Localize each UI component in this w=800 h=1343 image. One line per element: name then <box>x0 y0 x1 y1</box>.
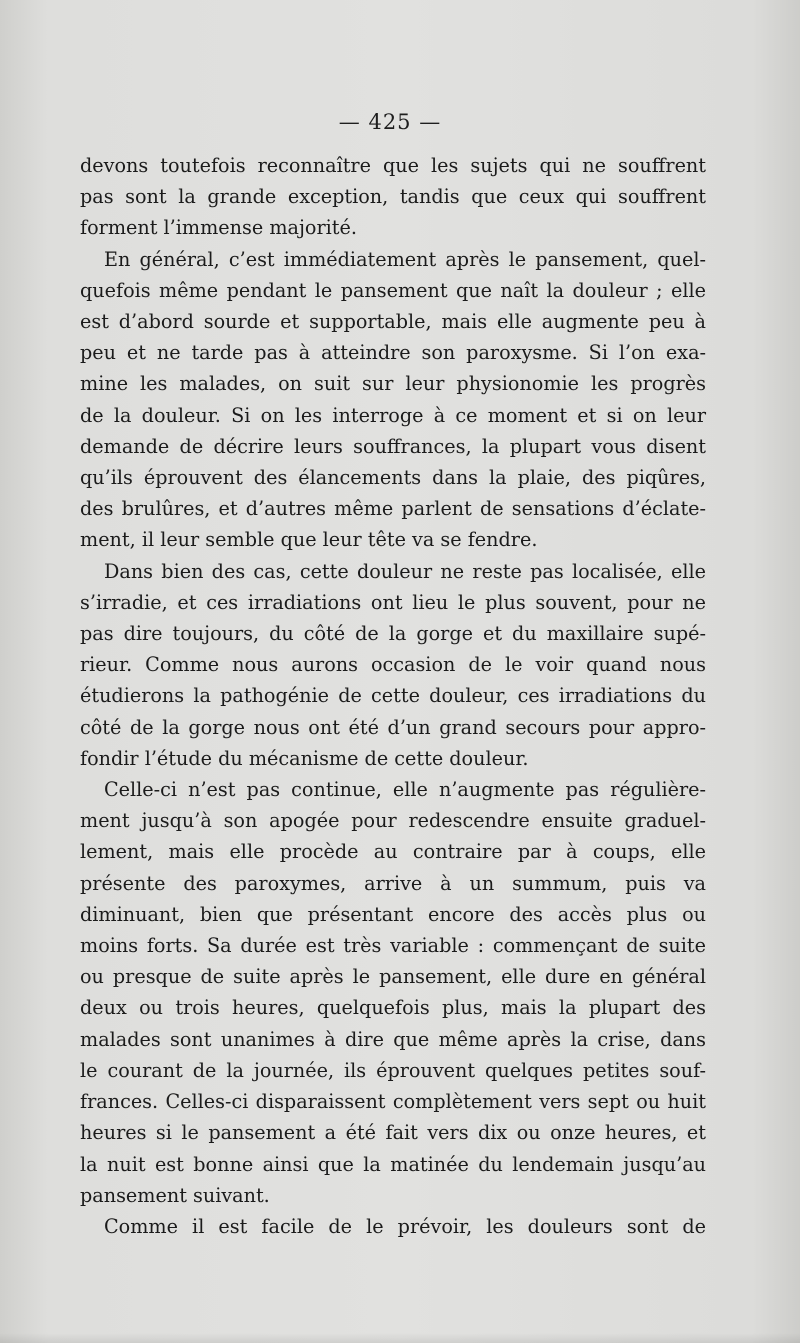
text-line: qu’ils éprouvent des élancements dans la plaie, des piqûres, <box>80 466 706 490</box>
text-line: de la douleur. Si on les interroge à ce moment et si on leur <box>80 403 706 427</box>
text-line: devons toutefois reconnaître que les sujets qui ne souffrent <box>80 154 706 177</box>
text-line: ment, il leur semble que leur tête va se fendre. <box>80 528 538 552</box>
text-line: fondir l’étude du mécanisme de cette douleur. <box>80 746 529 770</box>
text-line: s’irradie, et ces irradiations ont lieu le plus souvent, pour ne <box>80 590 706 614</box>
text-line: mine les malades, on suit sur leur physionomie les progrès <box>80 372 706 396</box>
body-text <box>80 150 706 1242</box>
text-line: la nuit est bonne ainsi que la matinée du lendemain jusqu’au <box>80 1152 706 1176</box>
text-line: étudierons la pathogénie de cette douleur, ces irradiations du <box>80 684 706 708</box>
text-line: rieur. Comme nous aurons occasion de le voir quand nous <box>80 653 706 677</box>
text-line: malades sont unanimes à dire que même après la crise, dans <box>80 1027 706 1051</box>
text-line: peu et ne tarde pas à atteindre son paroxysme. Si l’on exa- <box>80 341 706 365</box>
text-line: Celle-ci n’est pas continue, elle n’augmente pas régulière- <box>104 778 706 802</box>
text-line: forment l’immense majorité. <box>80 216 357 240</box>
text-line: pansement suivant. <box>80 1183 270 1207</box>
text-line: demande de décrire leurs souffrances, la plupart vous disent <box>80 434 706 458</box>
text-line: diminuant, bien que présentant encore des accès plus ou <box>80 902 706 926</box>
text-line: Dans bien des cas, cette douleur ne reste pas localisée, elle <box>104 559 706 583</box>
text-line: présente des paroxymes, arrive à un summum, puis va <box>80 871 706 895</box>
text-line: En général, c’est immédiatement après le pansement, quel- <box>104 247 706 271</box>
text-line: pas sont la grande exception, tandis que ceux qui souffrent <box>80 185 706 209</box>
text-line: est d’abord sourde et supportable, mais elle augmente peu à <box>80 310 706 334</box>
text-line: des brulûres, et d’autres même parlent de sensations d’éclate- <box>80 497 706 521</box>
text-line: côté de la gorge nous ont été d’un grand secours pour appro- <box>80 715 706 739</box>
text-line: heures si le pansement a été fait vers dix ou onze heures, et <box>80 1121 706 1145</box>
text-line: moins forts. Sa durée est très variable : commençant de suite <box>80 934 706 958</box>
text-line: frances. Celles-ci disparaissent complètement vers sept ou huit <box>80 1090 706 1114</box>
text-line: le courant de la journée, ils éprouvent quelques petites souf- <box>80 1058 706 1082</box>
text-line: Comme il est facile de le prévoir, les douleurs sont de <box>104 1214 706 1238</box>
page-number: — 425 — <box>338 110 442 134</box>
text-line: pas dire toujours, du côté de la gorge et du maxillaire supé- <box>80 622 706 646</box>
text-line: quefois même pendant le pansement que naît la douleur ; elle <box>80 278 706 302</box>
text-line: ou presque de suite après le pansement, elle dure en général <box>80 965 706 989</box>
text-line: deux ou trois heures, quelquefois plus, mais la plupart des <box>80 996 706 1020</box>
page-edge-shadow <box>0 1333 800 1343</box>
text-line: ment jusqu’à son apogée pour redescendre ensuite graduel- <box>80 809 706 833</box>
text-line: lement, mais elle procède au contraire par à coups, elle <box>80 840 706 864</box>
